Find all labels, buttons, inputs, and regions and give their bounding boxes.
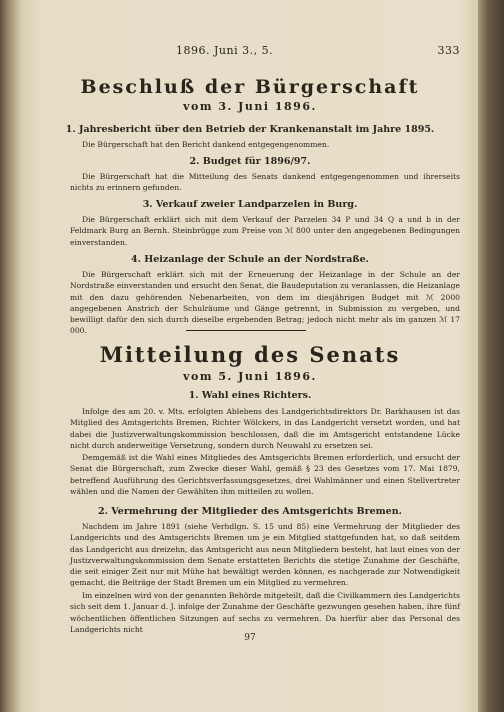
s2-item2-para2: Im einzelnen wird von der genannten Behörde mitgeteilt, daß die Civilkammern des Landgerichts sich seit dem 1. Januar d. J. infolge der Zunahme der Geschäfte gezwungen gesehen haben, ihre fünf wöchentlichen öffentlichen Sitzungen auf sechs zu vermehren. Da hierfür aber das Personal des Landgerichts nicht — [70, 591, 461, 634]
book-spine — [478, 0, 504, 712]
item3-heading: 3. Verkauf zweier Landparzelen in Burg. — [142, 199, 358, 210]
item1-heading: 1. Jahresbericht über den Betrieb der Krankenanstalt im Jahre 1895. — [65, 124, 435, 135]
page-number: 333 — [437, 44, 460, 57]
section2-title: Mitteilung des Senats — [99, 342, 401, 367]
item2-text: Die Bürgerschaft hat die Mitteilung des Senats dankend entgegengenommen und ihrerseits nichts zu erinnern gefunden. — [70, 172, 460, 193]
section-divider — [186, 330, 306, 331]
s2-item2-para1: Nachdem im Jahre 1891 (siehe Verhdlgn. S. 15 und 85) eine Vermehrung der Mitglieder des Landgerichts und des Amtsgerichts Bremen um je ein Mitglied stattgefunden hat, so daß seitdem das Landgericht aus dreizehn, das Amtsgericht aus neun Mitgliedern besteht, hat laut eines von der Justizverwaltungskommission dem Senate erstatteten Berichts die stetige Zunahme der Geschäfte, die seit einiger Zeit nur mit Mühe hat bewältigt werden können, es nachgerade zur Notwendigkeit gemacht, die Beiträge der Stadt Bremen um ein Mitglied zu vermehren. — [70, 522, 460, 588]
section1-subtitle: vom 3. Juni 1896. — [183, 100, 317, 113]
document-page — [26, 26, 474, 696]
item1-text: Die Bürgerschaft hat den Bericht dankend entgegengenommen. — [82, 140, 330, 149]
signature-mark: 97 — [244, 633, 256, 643]
s2-item1-para1: Infolge des am 20. v. Mts. erfolgten Ablebens des Landgerichtsdirektors Dr. Barkhausen ist das Mitglied des Amtsgerichts Bremen, Richter Wölckers, in das Landgericht versetzt worden, und hat dabei die Justizverwaltungskommission beschlossen, daß die im Amtsgericht entstandene Lücke nicht durch anderweitige Versetzung, sondern durch Neuwahl zu ersetzen sei. — [70, 407, 460, 450]
s2-item2-heading: 2. Vermehrung der Mitglieder des Amtsgerichts Bremen. — [98, 506, 402, 517]
item3-text: Die Bürgerschaft erklärt sich mit dem Verkauf der Parzelen 34 P und 34 Q a und b in der Feldmark Burg an Bernh. Steinbrügge zum Preise von ℳ 800 unter den angegebenen Bedingungen einverstanden. — [70, 215, 460, 247]
item4-text: Die Bürgerschaft erklärt sich mit der Erneuerung der Heizanlage in der Schule an der Nordstraße einverstanden und ersucht den Senat, die Baudeputation zu veranlassen, die Heizanlage mit den dazu gehörenden Nebenarbeiten, von dem im diesjährigen Budget mit ℳ 2000 angegebenen Anstrich der Schulräume und Gänge getrennt, in Submission zu vergeben, und bewilligt dafür den sich durch dieselbe ergebenden Betrag; jedoch nicht mehr als im ganzen ℳ 17 000. — [70, 270, 460, 336]
running-head-date: 1896. Juni 3., 5. — [176, 44, 274, 57]
s2-item1-heading: 1. Wahl eines Richters. — [188, 390, 312, 401]
s2-item1-para2: Demgemäß ist die Wahl eines Mitgliedes des Amtsgerichts Bremen erforderlich, und ersucht der Senat die Bürgerschaft, zum Zwecke dieser Wahl, gemäß § 23 des Gesetzes vom 17. Mai 1879, betreffend Ausführung des Gerichtsverfassungsgesetzes, drei Wahlmänner und einen Stellvertreter wählen und die Namen der Gewählten ihm mitteilen zu wollen. — [70, 453, 460, 496]
item2-heading: 2. Budget für 1896/97. — [189, 156, 311, 167]
section2-subtitle: vom 5. Juni 1896. — [183, 370, 317, 383]
item4-heading: 4. Heizanlage der Schule an der Nordstraße. — [131, 254, 369, 265]
section1-title: Beschluß der Bürgerschaft — [80, 76, 420, 98]
